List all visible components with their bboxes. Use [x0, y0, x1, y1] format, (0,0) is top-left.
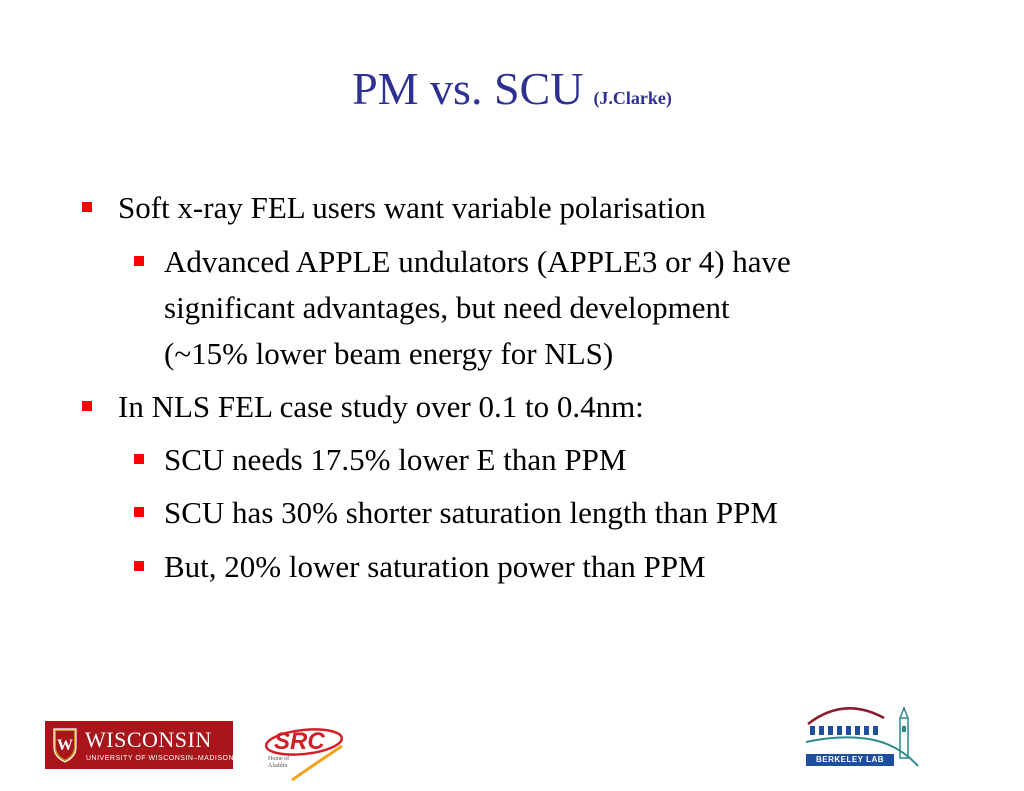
berkeley-lab-name: BERKELEY LAB: [806, 754, 894, 766]
src-tagline-line2: Aladdin: [268, 763, 288, 769]
bullet-marker-icon: [134, 561, 144, 571]
bullet-item: [164, 239, 791, 377]
wisconsin-crest-icon: [52, 725, 78, 763]
bullet-marker-icon: [134, 454, 144, 464]
slide-title-credit: (J.Clarke): [593, 88, 672, 108]
bullet-text: Soft x-ray FEL users want variable polarisation: [118, 190, 706, 225]
bullet-item: [164, 437, 626, 483]
bullet-text: Advanced APPLE undulators (APPLE3 or 4) have: [164, 244, 791, 279]
src-name: SRC: [274, 728, 325, 755]
src-tagline: [268, 756, 289, 770]
bullet-text: (~15% lower beam energy for NLS): [164, 336, 614, 371]
src-tagline-line1: Home of: [268, 756, 290, 762]
bullet-text: But, 20% lower saturation power than PPM: [164, 549, 706, 584]
bullet-marker-icon: [82, 202, 92, 212]
bullet-item: [118, 384, 644, 430]
bullet-marker-icon: [134, 256, 144, 266]
bullet-item: [164, 544, 706, 590]
bullet-text: In NLS FEL case study over 0.1 to 0.4nm:: [118, 389, 644, 424]
wisconsin-subtitle: UNIVERSITY OF WISCONSIN–MADISON: [86, 755, 234, 762]
src-logo: [262, 726, 346, 782]
bullet-text: SCU needs 17.5% lower E than PPM: [164, 442, 627, 477]
wisconsin-name: WISCONSIN: [85, 727, 212, 752]
berkeley-lab-logo: [804, 696, 920, 772]
wisconsin-logo: [45, 721, 233, 769]
bullet-item: [118, 185, 706, 231]
bullet-marker-icon: [134, 507, 144, 517]
bullet-item: [164, 490, 778, 536]
bullet-text: SCU has 30% shorter saturation length than PPM: [164, 495, 778, 530]
bullet-marker-icon: [82, 401, 92, 411]
slide-title-text: PM vs. SCU: [352, 63, 584, 114]
bullet-text: significant advantages, but need development: [164, 290, 730, 325]
svg-text:W: W: [57, 737, 73, 754]
